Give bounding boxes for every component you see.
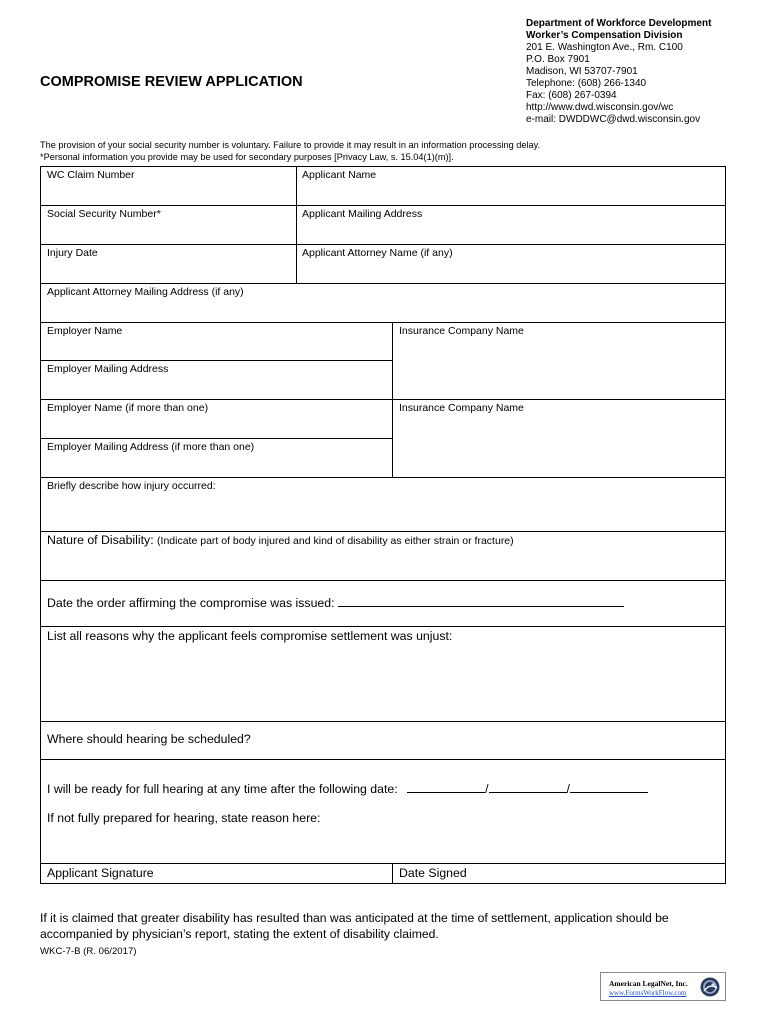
- nature-of-disability-label: Nature of Disability:: [47, 533, 154, 547]
- applicant-name-field[interactable]: Applicant Name: [302, 169, 377, 181]
- order-date-field[interactable]: [47, 595, 624, 610]
- date-signed-field[interactable]: Date Signed: [399, 866, 467, 880]
- applicant-attorney-name-field[interactable]: Applicant Attorney Name (if any): [302, 247, 453, 259]
- ready-date-field[interactable]: [47, 781, 648, 796]
- nature-of-disability-field[interactable]: [47, 533, 514, 547]
- employer-mailing-address-field[interactable]: Employer Mailing Address: [47, 363, 169, 375]
- form-title: COMPROMISE REVIEW APPLICATION: [40, 74, 303, 90]
- address-line: P.O. Box 7901: [526, 54, 590, 65]
- privacy-notice-line: The provision of your social security number is voluntary. Failure to provide it may result in an information processing delay.: [40, 140, 541, 150]
- privacy-notice-line: *Personal information you provide may be used for secondary purposes [Privacy Law, s. 15.04(1)(m)].: [40, 152, 454, 162]
- logo-company-name: American LegalNet, Inc.: [609, 979, 688, 988]
- globe-icon: [699, 976, 721, 998]
- wc-claim-number-field[interactable]: WC Claim Number: [47, 169, 135, 181]
- date-separator: /: [485, 782, 489, 796]
- hearing-location-field[interactable]: Where should hearing be scheduled?: [47, 732, 251, 746]
- employer-name-field[interactable]: Employer Name: [47, 325, 123, 337]
- website-link[interactable]: http://www.dwd.wisconsin.gov/wc: [526, 102, 674, 113]
- privacy-notice: [40, 139, 540, 163]
- injury-date-field[interactable]: Injury Date: [47, 247, 98, 259]
- order-date-blank[interactable]: [338, 595, 624, 607]
- address-line: 201 E. Washington Ave., Rm. C100: [526, 42, 683, 53]
- applicant-mailing-address-field[interactable]: Applicant Mailing Address: [302, 208, 423, 220]
- form-code: WKC-7-B (R. 06/2017): [40, 946, 137, 957]
- nature-of-disability-hint: (Indicate part of body injured and kind of disability as either strain or fracture): [157, 535, 514, 547]
- ready-date-month-blank[interactable]: [407, 781, 485, 793]
- fax: Fax: (608) 267-0394: [526, 90, 617, 101]
- injury-description-field[interactable]: Briefly describe how injury occurred:: [47, 480, 216, 492]
- employer-mailing-address-2-field[interactable]: Employer Mailing Address (if more than one): [47, 441, 255, 453]
- order-date-label: Date the order affirming the compromise was issued:: [47, 596, 335, 610]
- email-link[interactable]: e-mail: DWDDWC@dwd.wisconsin.gov: [526, 114, 701, 125]
- reasons-field[interactable]: List all reasons why the applicant feels compromise settlement was unjust:: [47, 629, 453, 643]
- applicant-attorney-address-field[interactable]: Applicant Attorney Mailing Address (if any): [47, 286, 244, 298]
- insurance-company-name-2-field[interactable]: Insurance Company Name: [399, 402, 524, 414]
- not-prepared-reason-field[interactable]: If not fully prepared for hearing, state reason here:: [47, 811, 321, 825]
- application-form: [40, 166, 726, 884]
- ready-date-year-blank[interactable]: [570, 781, 648, 793]
- ready-date-day-blank[interactable]: [489, 781, 567, 793]
- division-name: Worker’s Compensation Division: [526, 30, 683, 41]
- american-legalnet-logo: [600, 972, 726, 1001]
- ready-date-label: I will be ready for full hearing at any time after the following date:: [47, 782, 398, 796]
- date-separator: /: [566, 782, 570, 796]
- employer-name-2-field[interactable]: Employer Name (if more than one): [47, 402, 209, 414]
- logo-website-link[interactable]: www.FormsWorkFlow.com: [609, 989, 687, 997]
- insurance-company-name-field[interactable]: Insurance Company Name: [399, 325, 524, 337]
- department-name: Department of Workforce Development: [526, 18, 712, 29]
- agency-address-block: [526, 18, 711, 126]
- applicant-signature-field[interactable]: Applicant Signature: [47, 866, 154, 880]
- address-line: Madison, WI 53707-7901: [526, 66, 638, 77]
- physician-report-note: If it is claimed that greater disability has resulted than was anticipated at the time of settlement, application should be accompanied by physician’s report, stating the extent of disability claimed.: [40, 911, 669, 941]
- telephone: Telephone: (608) 266-1340: [526, 78, 647, 89]
- ssn-field[interactable]: Social Security Number*: [47, 208, 161, 220]
